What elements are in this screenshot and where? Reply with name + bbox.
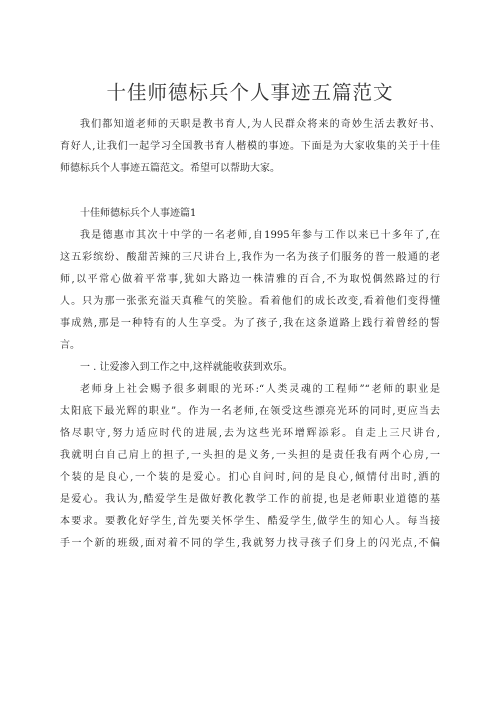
- text-line: 本要求。要教化好学生,首先要关怀学生、酷爱学生,做学生的知心人。每当接: [60, 516, 440, 527]
- body-paragraph-2: [60, 379, 440, 555]
- text-line: 人。只为那一张张充溢天真稚气的笑脸。看着他们的成长改变,看着他们变得懂: [60, 296, 440, 307]
- body-paragraph-1: [60, 225, 440, 357]
- text-line: 师,以平常心做着平常事,犹如大路边一株清雅的百合,不为取悦偶然路过的行: [60, 274, 440, 285]
- text-line: 我们都知道老师的天职是教书育人,为人民群众将来的奇妙生活去教好书、: [80, 119, 440, 130]
- subsection-heading: 一 . 让爱渗入到工作之中,这样就能收获到欢乐。: [80, 362, 293, 373]
- text-line: 言。: [60, 340, 80, 351]
- intro-paragraph: [60, 114, 440, 180]
- text-line: 我是德惠市其次十中学的一名老师,自1995年参与工作以来已十多年了,在: [80, 230, 440, 241]
- text-line: 育好人,让我们一起学习全国教书育人楷模的事迹。下面是为大家收集的关于十佳: [60, 141, 440, 152]
- document-body: [60, 114, 440, 555]
- text-line: 老师身上社会赐予很多刺眼的光环:“人类灵魂的工程师”“老师的职业是: [80, 384, 440, 395]
- text-line: 是爱心。我认为,酷爱学生是做好教化教学工作的前提,也是老师职业道德的基: [60, 494, 440, 505]
- section-heading: 十佳师德标兵个人事迹篇1: [80, 208, 197, 219]
- text-line: 我就明白自己肩上的担子,一头担的是义务,一头担的是责任我有两个心房,一: [60, 450, 440, 461]
- text-line: 恪尽职守,努力适应时代的进展,去为这些光环增辉添彩。自走上三尺讲台,: [60, 428, 440, 439]
- document-title: 十佳师德标兵个人事迹五篇范文: [106, 81, 394, 104]
- text-line: 太阳底下最光辉的职业”。作为一名老师,在领受这些漂亮光环的同时,更应当去: [60, 406, 440, 417]
- text-line: 事成熟,那是一种特有的人生享受。为了孩子,我在这条道路上践行着曾经的誓: [60, 318, 440, 329]
- text-line: 手一个新的班级,面对着不同的学生,我就努力找寻孩子们身上的闪光点,不偏: [60, 538, 440, 549]
- text-line: 师德标兵个人事迹五篇范文。希望可以帮助大家。: [60, 163, 280, 174]
- text-line: 个装的是良心,一个装的是爱心。扪心自问时,问的是良心,倾情付出时,洒的: [60, 472, 440, 483]
- text-line: 这五彩缤纷、酸甜苦辣的三尺讲台上,我作为一名为孩子们服务的普一般通的老: [60, 252, 440, 263]
- paragraph-gap: [60, 180, 440, 203]
